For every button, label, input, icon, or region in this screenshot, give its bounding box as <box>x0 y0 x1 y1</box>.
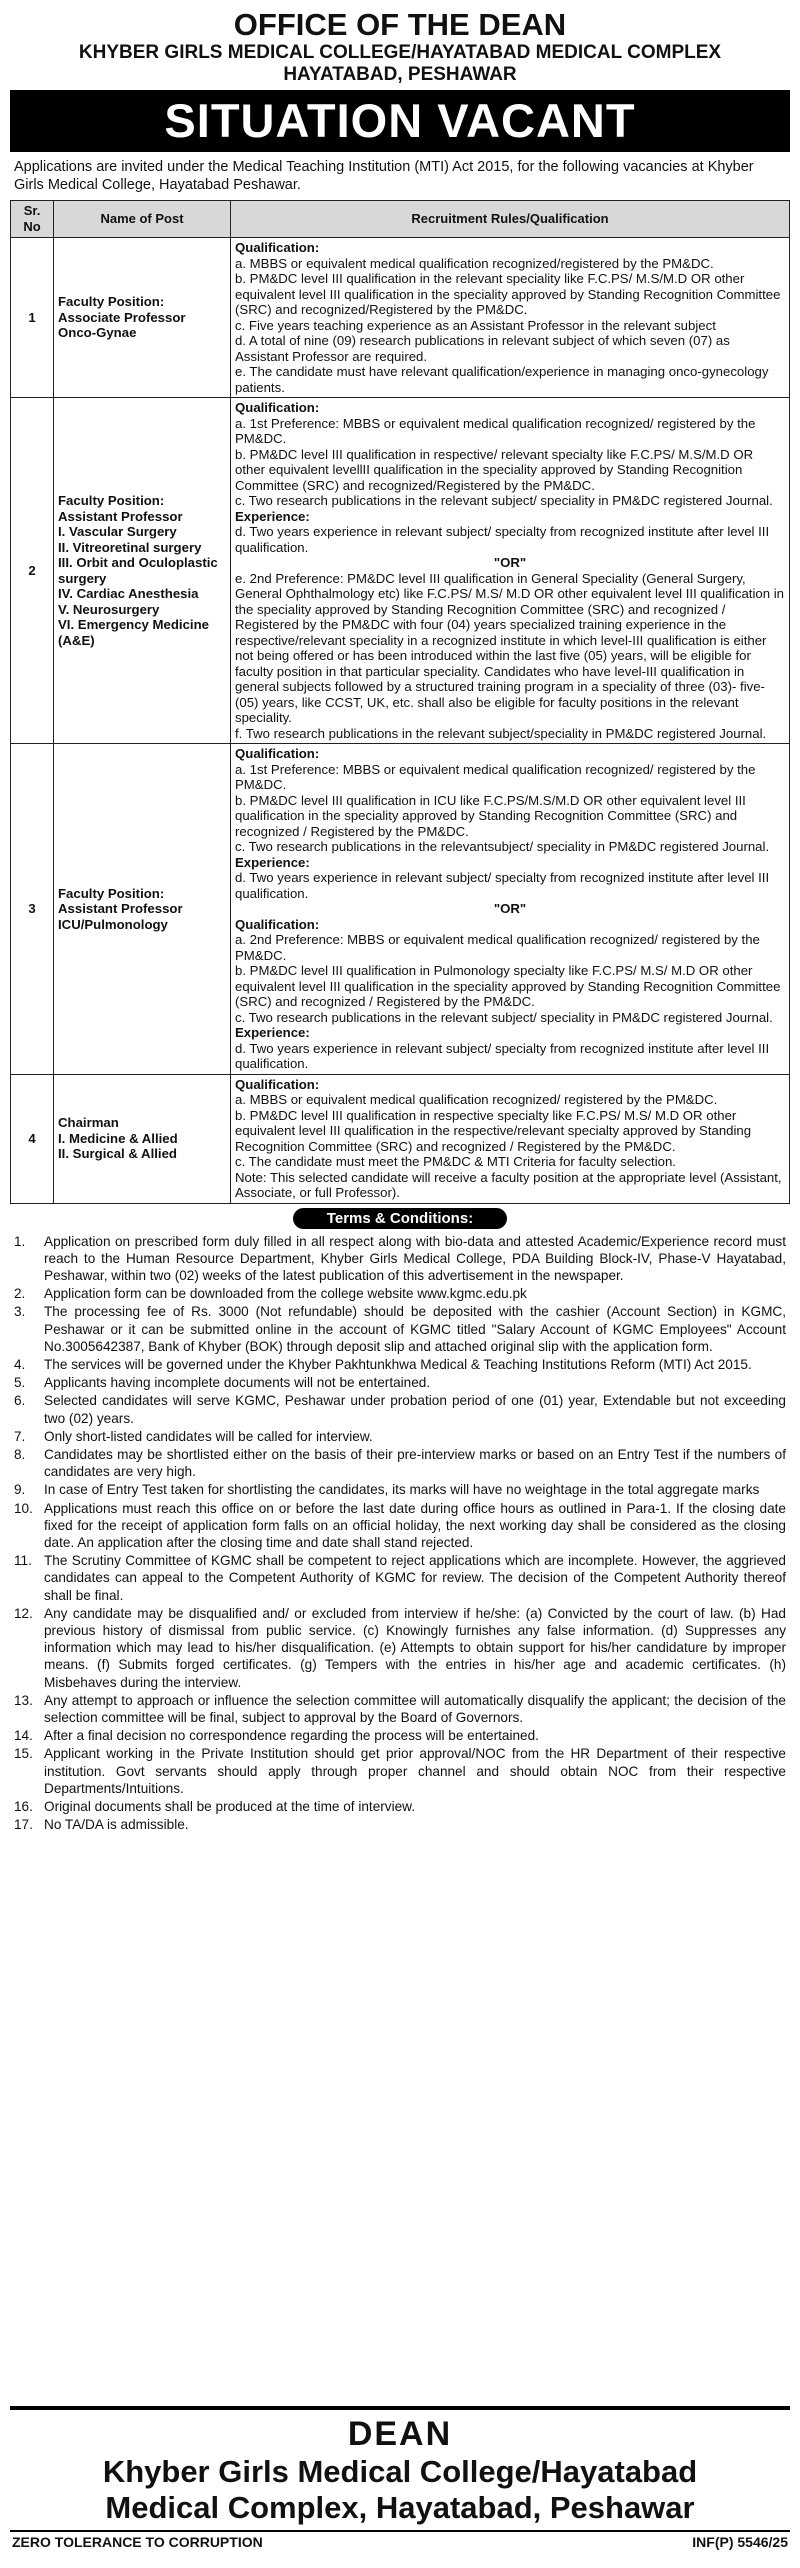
post-line: IV. Cardiac Anesthesia <box>58 586 199 601</box>
office-title: OFFICE OF THE DEAN <box>233 7 567 42</box>
row-qualification <box>231 1074 790 1203</box>
term-text: The services will be governed under the Khyber Pakhtunkhwa Medical & Teaching Institutions Reform (MTI) Act 2015. <box>44 1356 752 1372</box>
term-number: 16. <box>14 1799 33 1814</box>
rule-line: Note: This selected candidate will receive a faculty position at the appropriate level (Assistant, Associate, or full Professor). <box>235 1169 782 1200</box>
row-sr-no: 3 <box>11 744 54 1075</box>
term-number: 14. <box>14 1728 33 1744</box>
advertisement <box>10 8 790 2552</box>
term-number: 12. <box>14 1605 33 1621</box>
rule-line: b. PM&DC level III qualification in respective/ relevant specialty like F.C.PS/ M.S/M.D OR other equivalent levellII qualification in the speciality approved by Standing Recognition Committee (SRC) and recognized/Registered by the PM&DC. <box>235 446 754 493</box>
post-line: Chairman <box>58 1115 119 1131</box>
rule-line: a. 1st Preference: MBBS or equivalent medical qualification recognized/ registered by the PM&DC. <box>235 415 756 446</box>
post-line: ICU/Pulmonology <box>58 916 168 932</box>
post-line: Faculty Position: <box>58 493 165 508</box>
term-item <box>14 1428 786 1445</box>
term-number: 1. <box>14 1233 26 1249</box>
term-item <box>14 1605 786 1691</box>
term-text: In case of Entry Test taken for shortlisting the candidates, its marks will have no weightage in the total aggregate marks <box>44 1482 760 1498</box>
term-number: 7. <box>14 1428 26 1444</box>
terms-title: Terms & Conditions: <box>293 1208 507 1229</box>
rule-line: a. MBBS or equivalent medical qualification recognized/registered by the PM&DC. <box>235 255 714 271</box>
ad-reference: INF(P) 5546/25 <box>692 2534 788 2550</box>
term-item <box>14 1745 786 1797</box>
footer-line-2: Medical Complex, Hayatabad, Peshawar <box>105 2490 695 2525</box>
term-item <box>14 1392 786 1426</box>
footer-dean: DEAN <box>347 2415 453 2453</box>
row-sr-no: 2 <box>11 398 54 744</box>
term-item <box>14 1552 786 1604</box>
post-line: I. Vascular Surgery <box>58 524 177 539</box>
rule-line: b. PM&DC level III qualification in the relevant speciality like F.C.PS/ M.S/M.D OR other equivalent level III qualification in the speciality approved by Standing Recognition Committee (SRC) and recognized/Registered by the PM&DC. <box>235 271 781 317</box>
col-rules: Recruitment Rules/Qualification <box>231 201 790 238</box>
post-line: I. Medicine & Allied <box>58 1130 178 1146</box>
post-line: Associate Professor <box>58 309 186 325</box>
col-post: Name of Post <box>54 201 231 238</box>
institution-name: KHYBER GIRLS MEDICAL COLLEGE/HAYATABAD MEDICAL COMPLEX <box>78 42 722 63</box>
post-line: III. Orbit and Oculoplastic surgery <box>58 555 218 586</box>
intro-paragraph: Applications are invited under the Medical Teaching Institution (MTI) Act 2015, for the following vacancies at Khyber Girls Medical College, Hayatabad Peshawar. <box>14 159 754 193</box>
rule-line: d. Two years experience in relevant subject/ specialty from recognized institute after level III qualification. <box>235 870 770 901</box>
rule-line: e. 2nd Preference: PM&DC level III qualification in General Speciality (General Surgery, General Ophthalmology etc) like F.C.PS/ M.S/ M.D OR other equivalent level III qualification in the speciality approved by Standing Recognition Committee (SRC) and recognized / Registered by the PM&DC with four (04) years specialized training experience in the respective/relevant speciality in a recognized institute in which level-III qualification is either not being offered or has been introduced within the last five (05) years, will be eligible for faculty position in that particular speciality. Candidates who have level-III qualification in general subjects followed by a structured training program in a speciality of three (03)- five-(05) years, like CCST, UK, etc. shall also be eligible for faculty positions in the relevant speciality. <box>235 570 784 725</box>
rule-line: c. The candidate must meet the PM&DC & MTI Criteria for faculty selection. <box>235 1154 676 1169</box>
terms-list <box>10 1233 790 1834</box>
row-sr-no: 4 <box>11 1074 54 1203</box>
post-line: Faculty Position: <box>58 885 165 901</box>
term-number: 4. <box>14 1356 26 1372</box>
term-text: Applicants having incomplete documents will not be entertained. <box>44 1375 431 1391</box>
rule-heading: Experience: <box>235 854 310 870</box>
row-qualification <box>231 398 790 744</box>
term-number: 2. <box>14 1286 26 1302</box>
row-post-name <box>54 744 231 1075</box>
term-number: 11. <box>14 1553 32 1569</box>
row-sr-no: 1 <box>11 238 54 398</box>
rule-heading: Experience: <box>235 1025 310 1040</box>
rule-or: "OR" <box>493 555 527 570</box>
term-number: 8. <box>14 1446 26 1462</box>
term-text: Applicant working in the Private Institution should get prior approval/NOC from the HR Department of their respective institution. Govt servants should apply through proper channel and should obtain NOC from their respective Departments/Intuitions. <box>44 1746 786 1796</box>
term-item <box>14 1481 786 1498</box>
term-item <box>14 1500 786 1552</box>
post-line: Faculty Position: <box>58 294 165 310</box>
term-item <box>14 1727 786 1744</box>
rule-line: b. PM&DC level III qualification in respective specialty like F.C.PS/ M.S/ M.D OR other equivalent level III qualification in the respective/relevant specialty approved by Standing Recognition Committee (SRC) and recognized / Registered by the PM&DC. <box>235 1107 752 1154</box>
rule-or: "OR" <box>493 901 527 916</box>
table-row <box>11 398 790 744</box>
rule-heading: Qualification: <box>235 240 320 255</box>
term-item <box>14 1285 786 1302</box>
term-text: Original documents shall be produced at the time of interview. <box>44 1799 416 1814</box>
rule-line: b. PM&DC level III qualification in ICU like F.C.PS/M.S/M.D OR other equivalent level III qualification in the speciality approved by Standing Recognition Committee (SRC) and recognized / Registered by the PM&DC. <box>235 792 746 839</box>
rule-heading: Qualification: <box>235 916 320 932</box>
rule-line: e. The candidate must have relevant qualification/experience in managing onco-gynecology patients. <box>235 364 769 395</box>
term-number: 15. <box>14 1746 33 1762</box>
rule-heading: Qualification: <box>235 400 320 415</box>
term-number: 13. <box>14 1692 33 1708</box>
rule-line: b. PM&DC level III qualification in Pulmonology specialty like F.C.PS/ M.S/ M.D OR other equivalent level III qualification in the speciality approved by Standing Recognition Committee (SRC) and recognized / Registered by the PM&DC. <box>235 963 781 1009</box>
rule-line: a. MBBS or equivalent medical qualification recognized/ registered by the PM&DC. <box>235 1092 718 1107</box>
term-text: Any candidate may be disqualified and/ or excluded from interview if he/she: (a) Convicted by the court of law. (b) Had previous history of dismissal from public service. (c) Knowingly furnishes any false information. (d) Suppresses any information which may lead to his/her disqualification. (e) Attempts to obtain support for his/her candidature by improper means. (f) Submits forged certificates. (g) Tempers with the entries in his/her age and academic certificates. (h) Misbehaves during the interview. <box>44 1605 786 1690</box>
table-row <box>11 1074 790 1203</box>
rule-line: c. Two research publications in the relevant subject/ speciality in PM&DC registered Journal. <box>235 1009 773 1025</box>
term-text: Application on prescribed form duly filled in all respect along with bio-data and attested Academic/Experience record must reach to the Human Resource Department, Khyber Girls Medical College, PDA Building Block-IV, Phase-V Hayatabad, Peshawar, within two (02) weeks of the latest publication of this advertisement in the newspaper. <box>44 1233 786 1283</box>
term-item <box>14 1303 786 1355</box>
row-post-name <box>54 398 231 744</box>
term-text: After a final decision no correspondence regarding the process will be entertained. <box>44 1728 539 1744</box>
rule-heading: Qualification: <box>235 1076 320 1092</box>
term-number: 9. <box>14 1482 26 1498</box>
rule-line: c. Five years teaching experience as an Assistant Professor in the relevant subject <box>235 317 716 333</box>
situation-vacant-banner: SITUATION VACANT <box>10 90 790 152</box>
term-text: Application form can be downloaded from the college website www.kgmc.edu.pk <box>44 1286 527 1302</box>
col-sr-no: Sr. No <box>11 201 54 238</box>
post-line: Assistant Professor <box>58 901 183 916</box>
term-text: Any attempt to approach or influence the selection committee will automatically disqualify the applicant; the decision of the selection committee will be final, subject to approval by the Board of Governors. <box>44 1692 786 1725</box>
institution-city: HAYATABAD, PESHAWAR <box>283 64 517 85</box>
term-number: 5. <box>14 1375 26 1391</box>
post-line: II. Surgical & Allied <box>58 1146 177 1162</box>
term-text: Only short-listed candidates will be called for interview. <box>44 1428 373 1444</box>
term-number: 3. <box>14 1304 26 1320</box>
post-line: Assistant Professor <box>58 508 183 524</box>
rule-line: c. Two research publications in the relevantsubject/ speciality in PM&DC registered Journal. <box>235 839 770 854</box>
rule-line: f. Two research publications in the relevant subject/speciality in PM&DC registered Journal. <box>235 725 767 741</box>
term-item <box>14 1446 786 1480</box>
term-item <box>14 1816 786 1833</box>
table-header-row <box>11 201 790 238</box>
term-number: 10. <box>14 1500 33 1516</box>
term-item <box>14 1374 786 1391</box>
term-item <box>14 1233 786 1285</box>
term-item <box>14 1356 786 1373</box>
slogan: ZERO TOLERANCE TO CORRUPTION <box>12 2534 263 2550</box>
footer <box>10 2406 790 2552</box>
table-row <box>11 744 790 1075</box>
term-number: 17. <box>14 1817 33 1833</box>
row-qualification <box>231 238 790 398</box>
vacancy-table <box>10 200 790 1204</box>
row-qualification <box>231 744 790 1075</box>
post-line: II. Vitreoretinal surgery <box>58 539 202 555</box>
rule-line: a. 2nd Preference: MBBS or equivalent medical qualification recognized/ registered by the PM&DC. <box>235 932 760 963</box>
term-text: The Scrutiny Committee of KGMC shall be competent to reject applications which are incomplete. However, the aggrieved candidates can appeal to the Competent Authority of KGMC for review. The decision of the Competent Authority thereof shall be final. <box>44 1553 786 1603</box>
term-text: The processing fee of Rs. 3000 (Not refundable) should be deposited with the cashier (Account Section) in KGMC, Peshawar or it can be submitted online in the account of KGMC titled "Salary Account of KGMC Employees" Account No.3005642387, Bank of Khyber (BOK) through deposit slip and attached original slip with the application form. <box>44 1304 786 1354</box>
post-line: VI. Emergency Medicine (A&E) <box>58 617 209 648</box>
row-post-name <box>54 238 231 398</box>
term-item <box>14 1692 786 1726</box>
rule-line: d. A total of nine (09) research publications in relevant subject of which seven (07) as Assistant Professor are required. <box>235 333 730 364</box>
table-row <box>11 238 790 398</box>
rule-line: a. 1st Preference: MBBS or equivalent medical qualification recognized/ registered by the PM&DC. <box>235 761 756 792</box>
footer-line-1: Khyber Girls Medical College/Hayatabad <box>102 2454 698 2489</box>
rule-heading: Qualification: <box>235 746 320 761</box>
rule-heading: Experience: <box>235 508 310 524</box>
term-number: 6. <box>14 1393 26 1409</box>
term-text: Candidates may be shortlisted either on the basis of their pre-interview marks or based on an Entry Test if the numbers of candidates are very high. <box>44 1446 786 1480</box>
rule-line: d. Two years experience in relevant subject/ specialty from recognized institute after level III qualification. <box>235 524 770 555</box>
term-text: Applications must reach this office on or before the last date during office hours as outlined in Para-1. If the closing date fixed for the receipt of application form falls on an official holiday, the next working day shall be considered as the closing date. An application after the closing time and date shall stand rejected. <box>44 1500 786 1550</box>
row-post-name <box>54 1074 231 1203</box>
post-line: V. Neurosurgery <box>58 601 160 617</box>
term-item <box>14 1798 786 1815</box>
post-line: Onco-Gynae <box>58 325 137 341</box>
rule-line: d. Two years experience in relevant subject/ specialty from recognized institute after level III qualification. <box>235 1040 770 1071</box>
term-text: No TA/DA is admissible. <box>44 1817 189 1833</box>
rule-line: c. Two research publications in the relevant subject/ speciality in PM&DC registered Journal. <box>235 493 773 508</box>
term-text: Selected candidates will serve KGMC, Peshawar under probation period of one (01) year, Extendable but not exceeding two (02) years. <box>44 1393 786 1426</box>
